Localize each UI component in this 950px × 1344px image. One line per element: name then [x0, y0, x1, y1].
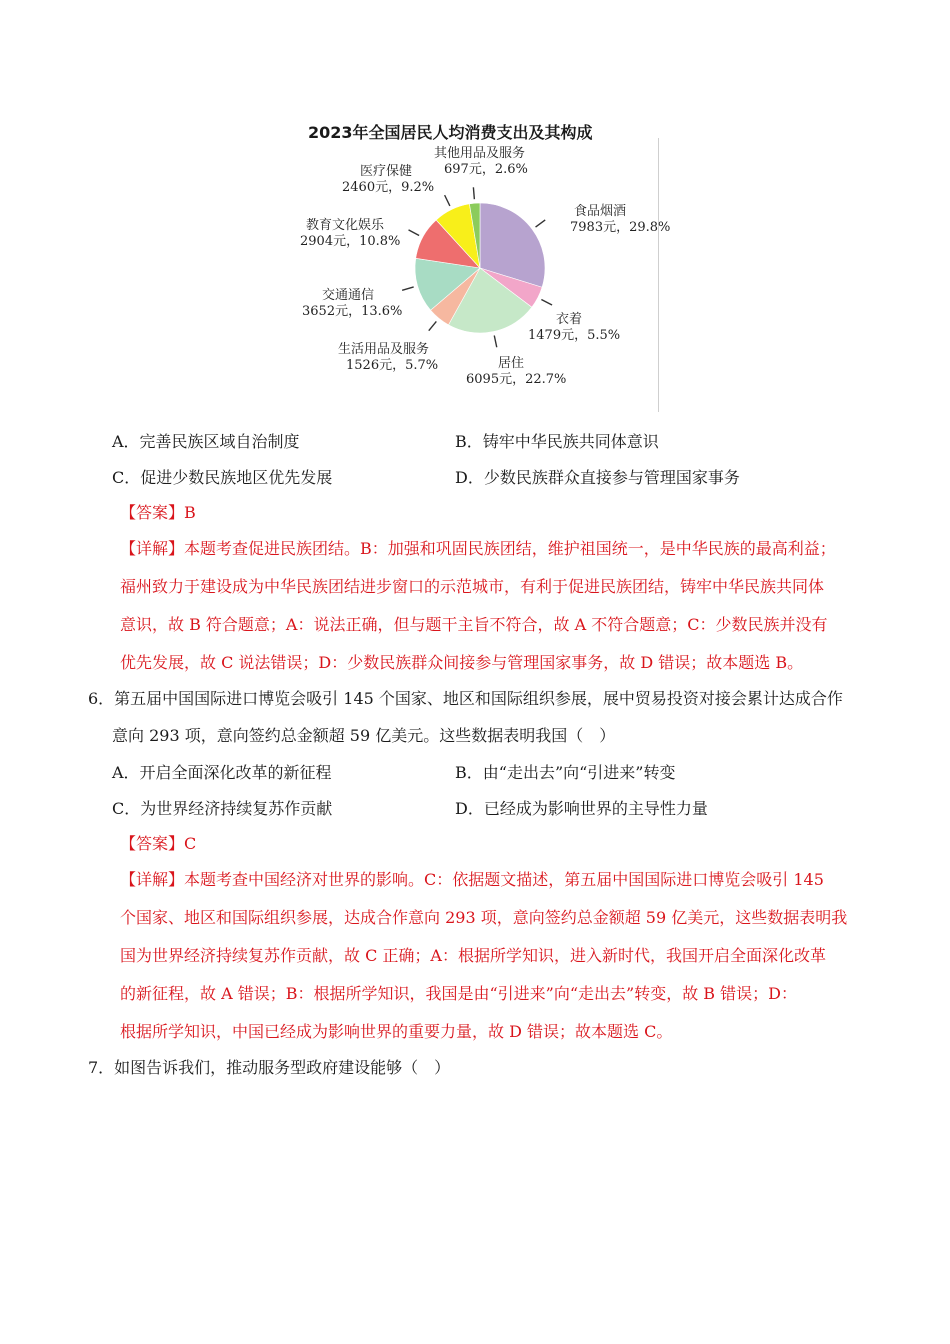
- leader-line-medical: [445, 195, 450, 206]
- q5-detail-line-2: 福州致力于建设成为中华民族团结进步窗口的示范城市，有利于促进民族团结，铸牢中华民族共同体: [120, 577, 825, 596]
- slice-label-housing: 居住 6095元，22.7%: [466, 356, 567, 387]
- q6-option-c: C．为世界经济持续复苏作贡献: [112, 799, 333, 818]
- q6-stem-line-1: 6．第五届中国国际进口博览会吸引 145 个国家、地区和国际组织参展，展中贸易投资对接会累计达成合作: [88, 689, 843, 708]
- q6-option-a: A．开启全面深化改革的新征程: [112, 763, 332, 782]
- slice-label-education: 教育文化娱乐 2904元，10.8%: [300, 218, 401, 249]
- leader-line-other: [473, 187, 474, 199]
- q6-detail-line-3: 国为世界经济持续复苏作贡献，故 C 正确；A：根据所学知识，进入新时代，我国开启全面深化改革: [120, 946, 826, 965]
- q7-stem: 7．如图告诉我们，推动服务型政府建设能够（ ）: [88, 1058, 451, 1077]
- q6-detail-line-1: 【详解】本题考查中国经济对世界的影响。C：依据题文描述，第五届中国国际进口博览会吸引 145: [120, 870, 824, 889]
- q6-option-b: B．由“走出去”向“引进来”转变: [455, 763, 676, 782]
- leader-line-transport: [402, 287, 414, 290]
- q5-answer: 【答案】B: [120, 503, 196, 522]
- q6-detail-line-2: 个国家、地区和国际组织参展，达成合作意向 293 项，意向签约总金额超 59 亿美元，这些数据表明我: [120, 908, 848, 927]
- q5-detail-line-1: 【详解】本题考查促进民族团结。B：加强和巩固民族团结，维护祖国统一，是中华民族的最高利益；: [120, 539, 836, 558]
- slice-label-other: 其他用品及服务 697元，2.6%: [434, 146, 528, 177]
- chart-title: 2023年全国居民人均消费支出及其构成: [308, 123, 593, 142]
- leader-line-education: [409, 230, 420, 236]
- slice-label-food: 食品烟酒 7983元，29.8%: [570, 204, 671, 235]
- slice-label-medical: 医疗保健 2460元，9.2%: [342, 164, 435, 195]
- leader-line-household: [429, 321, 437, 330]
- pie-chart: [292, 138, 671, 412]
- leader-line-housing: [494, 336, 496, 348]
- slice-label-transport: 交通通信 3652元，13.6%: [302, 288, 403, 319]
- q6-stem-line-2: 意向 293 项，意向签约总金额超 59 亿美元。这些数据表明我国（ ）: [112, 726, 616, 745]
- q5-option-d: D．少数民族群众直接参与管理国家事务: [455, 468, 740, 487]
- leader-line-clothing: [541, 300, 552, 305]
- q5-option-c: C．促进少数民族地区优先发展: [112, 468, 333, 487]
- q6-option-d: D．已经成为影响世界的主导性力量: [455, 799, 708, 818]
- q5-detail-line-4: 优先发展，故 C 说法错误；D：少数民族群众间接参与管理国家事务，故 D 错误；故本题选 B。: [120, 653, 804, 672]
- q6-answer: 【答案】C: [120, 834, 197, 853]
- q5-option-a: A．完善民族区域自治制度: [112, 432, 300, 451]
- leader-line-food: [536, 220, 546, 227]
- q6-detail-line-4: 的新征程，故 A 错误；B：根据所学知识，我国是由“引进来”向“走出去”转变，故 B 错误；D：: [120, 984, 797, 1003]
- q6-detail-line-5: 根据所学知识，中国已经成为影响世界的重要力量，故 D 错误；故本题选 C。: [120, 1022, 673, 1041]
- slice-label-household: 生活用品及服务 1526元，5.7%: [338, 342, 439, 373]
- q5-option-b: B．铸牢中华民族共同体意识: [455, 432, 659, 451]
- slice-label-clothing: 衣着 1479元，5.5%: [528, 312, 621, 343]
- q5-detail-line-3: 意识，故 B 符合题意；A：说法正确，但与题干主旨不符合，故 A 不符合题意；C：少数民族并没有: [120, 615, 828, 634]
